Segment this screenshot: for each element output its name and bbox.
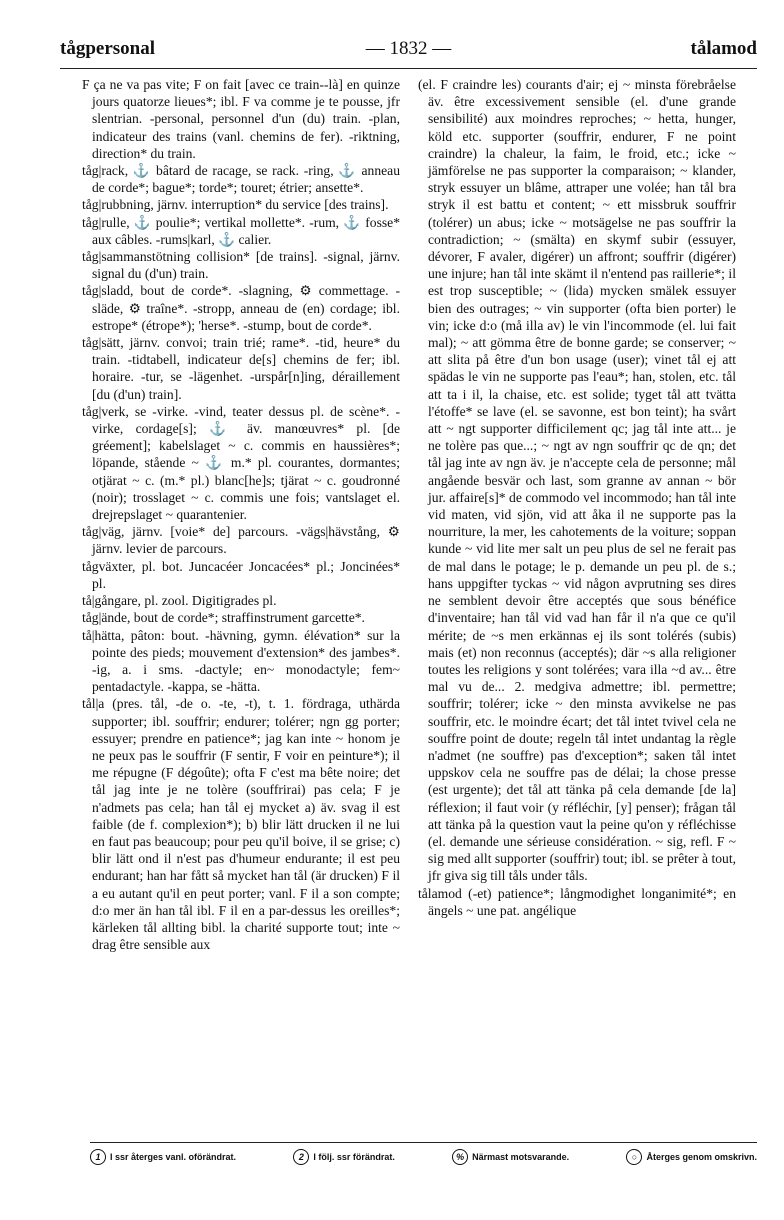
dictionary-entry [82,403,400,523]
circled-symbol-icon: ○ [626,1149,642,1165]
footer-item [293,1149,395,1165]
header-rule [60,68,757,69]
entry-text: tå|hätta, pâton: bout. -hävning, gymn. élévation* sur la pointe des pieds; mouvement d'extension* des jambes*. -ig, a. i sms. -dactyle; en~ monodactyle; fem~ pentadactyle. -kappa, se -hätta. [82,627,400,695]
header-last-word: tålamod [690,38,757,59]
dictionary-entry [82,627,400,696]
entry-text: tåg|sammanstötning collision* [de trains]. -signal, järnv. signal du (d'un) train. [82,249,400,282]
dictionary-entry [82,523,400,557]
entry-text: (el. F craindre les) courants d'air; ej ~ minsta förebråelse äv. être excessivement sensible (el. d'une grande sensibilité) aux moindres reproches; ~ hetta, hunger, köld etc. supporter (souffrir, endurer, F ne point craindre) la chaleur, la faim, le froid, etc.; icke ~ jämförelse ne pas supporter la comparaison; ~ klander, stryk essuyer un blâme, attraper une volée; han tål bra stryk il est battu et content; ~ ett missbruk souffrir (tolérer) un abus; icke ~ motsägelse ne pas souffrir la contradiction; ~ (smälta) en skymf subir (essuyer, dévorer, F avaler, digérer) un affront; souffrir (digérer) une injure; han tål inte skämt il n'entend pas raillerie*; il est trop susceptible; ~ (lida) mycken smälek essuyer bien des outrages; ~ vin supporter (ofta bien porter) le vin; icke d:o (må illa av) le vin l'incommode (el. lui fait mal); ~ att gömma être de bonne garde; se conserver; ~ att slita på être d'un bon usage (user); vinet tål ej att spädas le vin ne supporte pas l'eau*; han, stolen, etc. tål att ta i il, la chaise, etc. est solide; tyget tål att tvätta l'étoffe* se lave (el. se savonne, est bon teint); ha svårt att ~ ngt supporter difficilement qc; jag tål inte att... je ne tolère pas que...; ~ ngt av ngn souffrir qc de qn; det tål jag inte av ngn äv. je n'accepte cela de personne; mål angående besvär och last, som granne av annan ~ bör jur. affaire[s]* de commodo vel incommodo; han tål inte vid maten, vid sjön, vid att åka il ne supporte pas la nourriture, la mer, les cahotements de la voiture; soppan kunde ~ vid lite mer salt un peu plus de sel ne ferait pas de mal dans le potage; le p. demande un peu pl. de s.; hans uppgifter tyckas ~ vid någon avprutning ses dires ne semblent devoir être acceptés que sous bénéfice d'inventaire; han tål vid vad han får il n'a que ce qu'il mérite; de ~s men erkännas ej ils sont tolérés (subis) mais (et) non reconnus (acceptés); där ~s alla religioner toutes les religions y sont tolérées; vara illa ~d av... être mal vu de... 2. medgiva admettre; ibl. permettre; souffrir; tolérer; icke ~ den minsta avvikelse ne pas souffrir, etc. le moindre écart; det tål intet tvivel cela ne souffre point de doute; regeln tål intet undantag la règle n'admet (ne souffre) pas d'exception*; saken tål intet uppskov cela ne souffre pas de délai; la chose presse (est urgente); det tål att tänka på cela demande [de la] réflexion; il faut voir (y réfléchir, [y] penser); frågan tål att tänka på la question vaut la peine qu'on y réfléchisse (el. demande une sérieuse considération. ~ sig, refl. F ~ sig med allt supporter (souffrir) tout; ibl. se prêter à tout, jfr giva sig till tåls under tåls. [418,77,736,884]
dictionary-entry [82,334,400,403]
dictionary-entry [82,196,400,213]
circled-symbol-icon: 2 [293,1149,309,1165]
footer-item [626,1149,757,1165]
entry-text: tå|gångare, pl. zool. Digitigrades pl. [82,593,277,609]
page-header [60,38,757,64]
entry-text: tågväxter, pl. bot. Juncacéer Joncacées* pl.; Joncinées* pl. [82,558,400,591]
footer-item [452,1149,569,1165]
dictionary-entry [82,695,400,953]
left-column [82,76,400,1086]
dictionary-entry [82,76,400,162]
header-first-word: tågpersonal [60,38,155,59]
entry-text: tåg|väg, järnv. [voie* de] parcours. -vägs|hävstång, ⚙ järnv. levier de parcours. [82,524,400,557]
entry-text: tåg|verk, se -virke. -vind, teater dessus pl. de scène*. -virke, cordage[s]; ⚓ äv. manœuvres* pl. [de gréement]; kabelslaget ~ c. commis en haussières*; löpande, stående ~ ⚓ m.* pl. courantes, dormantes; otjärat ~ c. (m.* pl.) blanc[he]s; tjärat ~ c. goudronné (noir); trosslaget ~ c. commis une fois; vantslaget el. drejrepslaget ~ quarantenier. [82,403,400,523]
dictionary-entry [418,885,736,919]
page-number: — 1832 — [365,38,452,59]
footer-text: I ssr återges vanl. oförändrat. [110,1152,237,1162]
entry-text: tålamod (-et) patience*; långmodighet longanimité*; en ängels ~ une pat. angélique [418,885,736,918]
entry-text: tåg|sladd, bout de corde*. -slagning, ⚙ commettage. -släde, ⚙ traîne*. -stropp, anneau de (en) cordage; ibl. estrope* (étrope*); 'herse*. -stump, bout de corde*. [82,283,400,333]
dictionary-entry [82,558,400,592]
entry-text: tål|a (pres. tål, -de o. -te, -t), t. 1. fördraga, uthärda supporter; ibl. souffrir; endurer; tolérer; ngn gg porter; essuyer; prendre en patience*; jag kan inte ~ honom je ne peux pas le souffrir (F sentir, F voir en peinture*); il me répugne (F dégoûte); ofta F c'est ma bête noire; det tål jag inte je ne tolère (souffrirai) pas cela; F je n'admets pas cela; han tål ej mycket a) äv. svag il est faible (de f. complexion*); b) blir lätt drucken il ne lui en faut pas beaucoup; pour peu qu'il boive, il se grise; c) blir lätt ond il n'est pas d'humeur endurante; il est peu endurant; han har fått så mycket han tål (är drucken) F il a eu autant qu'il en peut porter; vanl. F il a son compte; d:o mer än han tål ibl. F il en a par-dessus les oreilles*; kärleken tål allting bibl. la charité supporte tout; inte ~ drag être sensible aux [82,696,400,953]
dictionary-entry [82,592,400,609]
footer-text: I följ. ssr förändrat. [313,1152,395,1162]
footer-rule [90,1142,757,1143]
footer-item [90,1149,236,1165]
dictionary-entry [82,609,400,626]
footer-text: Närmast motsvarande. [472,1152,570,1162]
dictionary-entry [82,282,400,334]
entry-text: tåg|rack, ⚓ bâtard de racage, se rack. -ring, ⚓ anneau de corde*; bague*; torde*; touret; étrier; ansette*. [82,163,400,196]
footer-legend [90,1148,757,1166]
dictionary-entry [82,248,400,282]
entry-text: tåg|rulle, ⚓ poulie*; vertikal mollette*. -rum, ⚓ fosse* aux câbles. -rums|karl, ⚓ calier. [82,214,400,247]
circled-symbol-icon: % [452,1149,468,1165]
dictionary-entry [418,76,736,885]
footer-text: Återges genom omskrivn. [646,1152,757,1162]
entry-text: tåg|sätt, järnv. convoi; train trié; rame*. -tid, heure* du train. -tidtabell, indicateur de[s] chemins de fer; ibl. horaire. -tur, se -lägenhet. -urspår[n]ing, déraillement [du (d'un) train]. [82,335,400,402]
circled-symbol-icon: 1 [90,1149,106,1165]
entry-text: F ça ne va pas vite; F on fait [avec ce train-‑là] en quinze jours quatorze lieues*; ibl. F va comme je te pousse, jfr slentrian. -personal, personnel d'un (du) train. -plan, indicateur des trains (vanl. chemins de fer). -riktning, direction* du train. [82,77,400,161]
entry-text: tåg|ände, bout de corde*; straffinstrument garcette*. [82,610,365,626]
dictionary-entry [82,214,400,248]
entry-text: tåg|rubbning, järnv. interruption* du service [des trains]. [82,197,389,213]
dictionary-entry [82,162,400,196]
right-column [418,76,736,1086]
